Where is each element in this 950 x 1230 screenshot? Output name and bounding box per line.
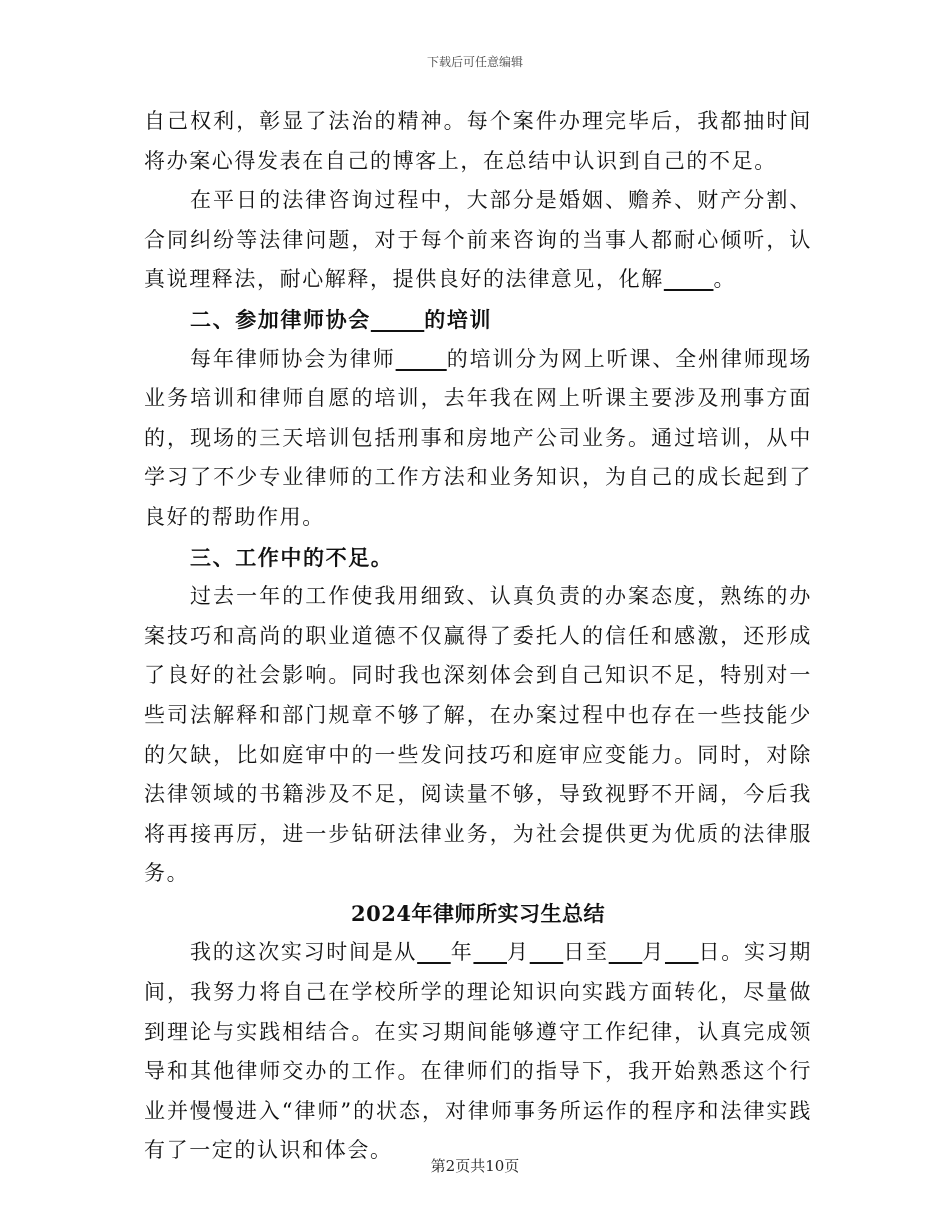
- page-footer: 第2页共10页: [430, 1157, 520, 1175]
- document-body: [144, 102, 812, 1171]
- document-title: 2024年律师所实习生总结: [351, 900, 605, 926]
- paragraph: [144, 340, 812, 538]
- section-heading: 三、工作中的不足。: [190, 544, 394, 570]
- paragraph-text: 的培训分为网上听课、全州律师现场业务培训和律师自愿的培训，去年我在网上听课主要涉及刑事方面的，现场的三天培训包括刑事和房地产公司业务。通过培训，从中学习了不少专业律师的工作方法和业务知识，为自己的成长起到了良好的帮助作用。: [144, 346, 812, 529]
- fill-blank: [417, 940, 451, 964]
- paragraph-text: 每年律师协会为律师: [190, 346, 396, 371]
- paragraph: 过去一年的工作使我用细致、认真负责的办案态度，熟练的办案技巧和高尚的职业道德不仅赢得了委托人的信任和感激，还形成了良好的社会影响。同时我也深刻体会到自己知识不足，特别对一些司法解释和部门规章不够了解，在办案过程中也存在一些技能少的欠缺，比如庭审中的一些发问技巧和庭审应变能力。同时，对除法律领域的书籍涉及不足，阅读量不够，导致视野不开阔，今后我将再接再厉，进一步钻研法律业务，为社会提供更为优质的法律服务。: [144, 584, 812, 886]
- fill-blank: [473, 940, 507, 964]
- paragraph-text: 月: [642, 940, 665, 965]
- fill-blank: [396, 347, 447, 371]
- fill-blank: [371, 307, 424, 332]
- paragraph: [144, 933, 812, 1171]
- paragraph-text: 自己权利，彰显了法治的精神。每个案件办理完毕后，我都抽时间将办案心得发表在自己的博客上，在总结中认识到自己的不足。: [144, 109, 812, 173]
- paragraph: [144, 181, 812, 300]
- paragraph-text: 月: [506, 940, 530, 965]
- paragraph-text: 。: [713, 267, 737, 292]
- heading-text: 二、参加律师协会: [190, 306, 371, 332]
- fill-blank: [609, 940, 643, 964]
- fill-blank: [530, 940, 564, 964]
- heading-text: 的培训: [424, 306, 493, 332]
- paragraph-text: 我的这次实习时间是从: [190, 940, 418, 965]
- paragraph-text: 日。实习期间，我努力将自己在学校所学的理论知识向实践方面转化，尽量做到理论与实践相结合。在实习期间能够遵守工作纪律，认真完成领导和其他律师交办的工作。在律师们的指导下，我开始熟悉这个行业并慢慢进入“律师”的状态，对律师事务所运作的程序和法律实践有了一定的认识和体会。: [144, 940, 813, 1163]
- paragraph: [144, 102, 812, 181]
- paragraph-text: 年: [450, 940, 474, 965]
- page-header: 下载后可任意编辑: [426, 55, 523, 69]
- fill-blank: [664, 267, 714, 291]
- fill-blank: [665, 940, 699, 964]
- paragraph-text: 在平日的法律咨询过程中，大部分是婚姻、赡养、财产分割、合同纠纷等法律问题，对于每个前来咨询的当事人都耐心倾听，认真说理释法，耐心解释，提供良好的法律意见，化解: [144, 188, 812, 292]
- paragraph-text: 日至: [563, 940, 609, 965]
- section-heading: [144, 300, 812, 340]
